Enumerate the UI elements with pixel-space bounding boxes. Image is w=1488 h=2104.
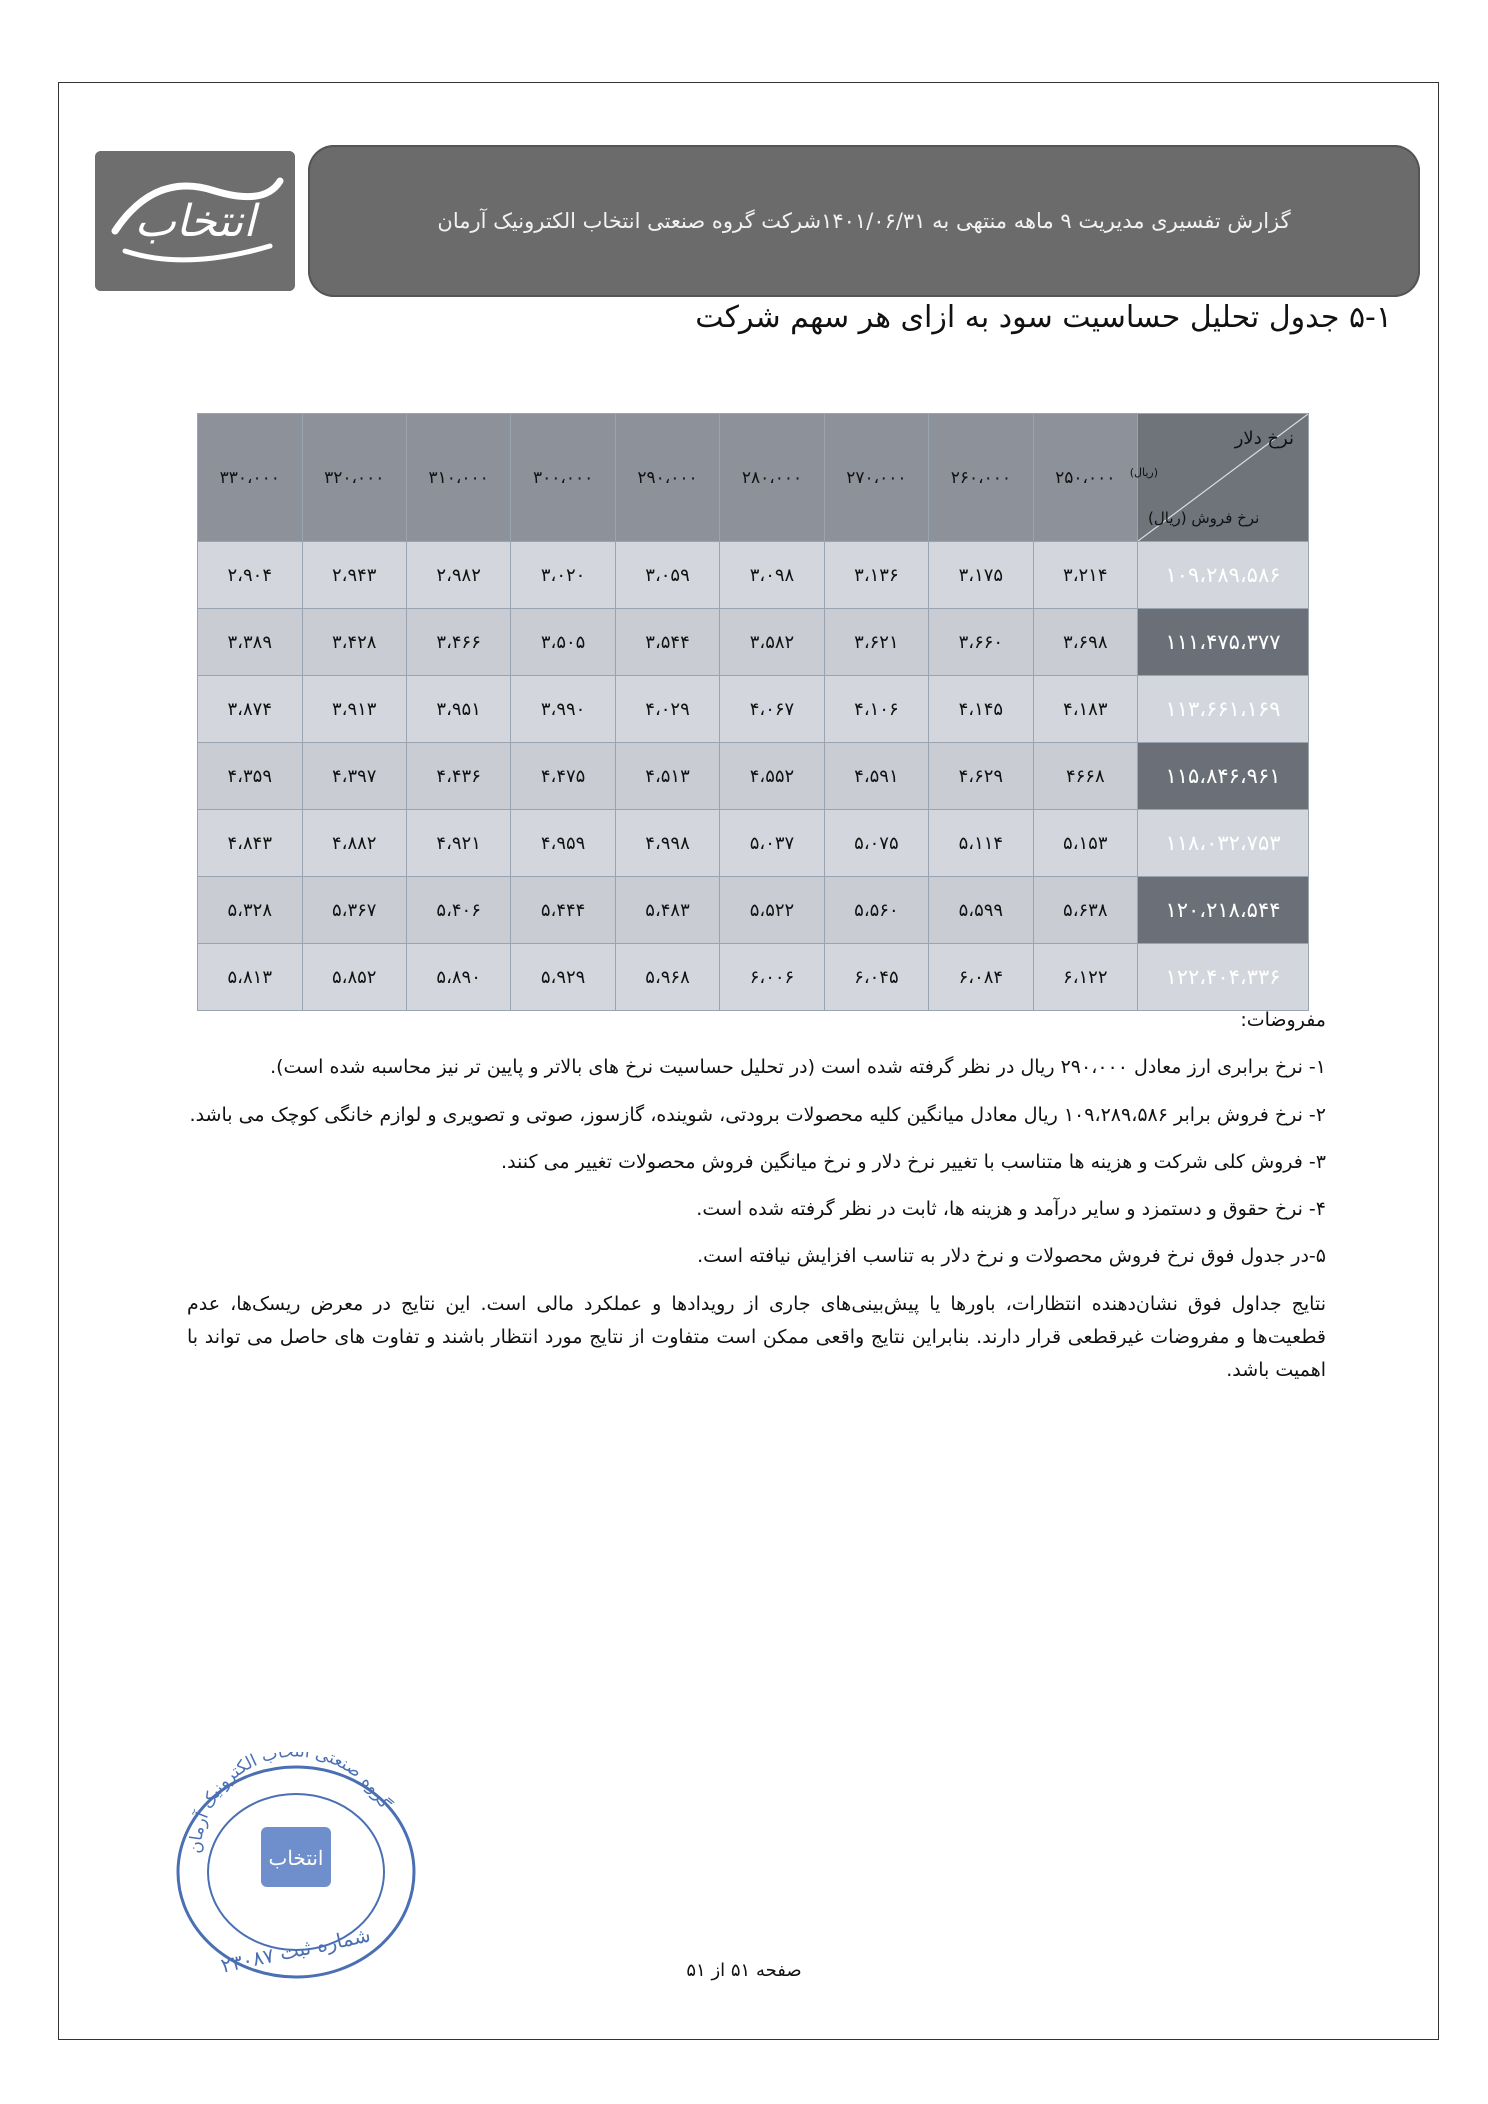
table-cell: ۶،۰۰۶: [720, 944, 824, 1011]
table-cell: ۳،۰۹۸: [720, 542, 824, 609]
company-stamp: [166, 1752, 426, 1982]
table-row: [198, 609, 1309, 676]
table-cell: ۵،۳۶۷: [302, 877, 406, 944]
table-cell: ۵،۱۵۳: [1033, 810, 1137, 877]
table-cell: ۴،۱۰۶: [824, 676, 928, 743]
table-cell: ۵،۶۳۸: [1033, 877, 1137, 944]
table-cell: ۳،۴۲۸: [302, 609, 406, 676]
disclaimer-paragraph: نتایج جداول فوق نشان‌دهنده انتظارات، باورها یا پیش‌بینی‌های جاری از رویدادها و عملکرد مالی است. این نتایج در معرض ریسک‌ها، عدم قطعیت‌ها و مفروضات غیرقطعی قرار دارند. بنابراین نتایج واقعی ممکن است متفاوت از نتایج مورد انتظار باشند و تفاوت های حاصل می تواند با اهمیت باشد.: [187, 1292, 1326, 1381]
svg-text:انتخاب: انتخاب: [134, 196, 256, 247]
assumptions-section: [187, 1004, 1326, 1401]
table-row: [198, 944, 1309, 1011]
table-cell: ۴،۱۴۵: [929, 676, 1033, 743]
table-cell: ۳،۹۵۱: [406, 676, 510, 743]
table-cell: ۳،۲۱۴: [1033, 542, 1137, 609]
table-cell: ۴،۶۲۹: [929, 743, 1033, 810]
table-cell: ۵،۴۸۳: [615, 877, 719, 944]
table-cell: ۴۶۶۸: [1033, 743, 1137, 810]
table-cell: ۴،۹۵۹: [511, 810, 615, 877]
table-cell: ۴،۳۹۷: [302, 743, 406, 810]
table-cell: ۴،۴۷۵: [511, 743, 615, 810]
svg-text:گروه صنعتی انتخاب الکترونیک آر: گروه صنعتی ا اب الکترونیک آرمان: [185, 1752, 395, 1854]
column-header: ۳۳۰،۰۰۰: [198, 414, 303, 542]
table-cell: ۳،۳۸۹: [198, 609, 303, 676]
table-cell: ۶،۰۸۴: [929, 944, 1033, 1011]
table-cell: ۴،۱۸۳: [1033, 676, 1137, 743]
table-cell: ۲،۹۴۳: [302, 542, 406, 609]
table-cell: ۴،۸۸۲: [302, 810, 406, 877]
table-corner-cell: [1129, 414, 1309, 542]
table-cell: ۵،۴۴۴: [511, 877, 615, 944]
header-title: گزارش تفسیری مدیریت ۹ ماهه منتهی به ۱۴۰۱/۰۶/۳۱شرکت گروه صنعتی انتخاب الکترونیک آرمان: [437, 209, 1291, 233]
column-header: ۲۶۰،۰۰۰: [929, 414, 1033, 542]
table-cell: ۵،۹۶۸: [615, 944, 719, 1011]
table-cell: ۴،۵۹۱: [824, 743, 928, 810]
assumption-item: ۳- فروش کلی شرکت و هزینه ها متناسب با تغییر نرخ دلار و نرخ میانگین فروش محصولات تغییر می کنند.: [501, 1150, 1326, 1173]
table-cell: ۴،۹۲۱: [406, 810, 510, 877]
assumption-item: ۱- نرخ برابری ارز معادل ۲۹۰،۰۰۰ ریال در نظر گرفته شده است (در تحلیل حساسیت نرخ های بالاتر و پایین تر نیز محاسبه شده است).: [270, 1056, 1326, 1079]
table-cell: ۵،۹۲۹: [511, 944, 615, 1011]
table-cell: ۵،۵۲۲: [720, 877, 824, 944]
table-cell: ۲،۹۰۴: [198, 542, 303, 609]
row-header-sales-rate: ۱۱۱،۴۷۵،۳۷۷: [1138, 609, 1309, 676]
column-header: ۲۹۰،۰۰۰: [615, 414, 719, 542]
row-header-sales-rate: ۱۰۹،۲۸۹،۵۸۶: [1138, 542, 1309, 609]
table-cell: ۳،۶۲۱: [824, 609, 928, 676]
table-cell: ۳،۱۷۵: [929, 542, 1033, 609]
table-row: [198, 542, 1309, 609]
page-number: صفحه ۵۱ از ۵۱: [686, 1960, 802, 1981]
column-header: ۳۲۰،۰۰۰: [302, 414, 406, 542]
table-cell: ۶،۰۴۵: [824, 944, 928, 1011]
stamp-icon: [166, 1752, 426, 1982]
table-header-row: [198, 414, 1309, 542]
corner-unit-label: (ریال): [1129, 466, 1158, 479]
table-cell: ۴،۴۳۶: [406, 743, 510, 810]
table-cell: ۴،۹۹۸: [615, 810, 719, 877]
table-cell: ۴،۵۵۲: [720, 743, 824, 810]
assumptions-title: مفروضات:: [1240, 1009, 1326, 1031]
table-cell: ۵،۰۷۵: [824, 810, 928, 877]
assumption-item: ۵-در جدول فوق نرخ فروش محصولات و نرخ دلار به تناسب افزایش نیافته است.: [697, 1245, 1326, 1268]
column-header: ۲۵۰،۰۰۰: [1033, 414, 1137, 542]
corner-sales-label: نرخ فروش (ریال): [1148, 509, 1260, 527]
assumption-item: ۴- نرخ حقوق و دستمزد و سایر درآمد و هزینه ها، ثابت در نظر گرفته شده است.: [696, 1198, 1326, 1220]
table-cell: ۴،۳۵۹: [198, 743, 303, 810]
table-cell: ۳،۴۶۶: [406, 609, 510, 676]
table-cell: ۳،۰۵۹: [615, 542, 719, 609]
row-header-sales-rate: ۱۱۵،۸۴۶،۹۶۱: [1138, 743, 1309, 810]
table-cell: ۵،۸۱۳: [198, 944, 303, 1011]
table-cell: ۳،۱۳۶: [824, 542, 928, 609]
column-header: ۲۷۰،۰۰۰: [824, 414, 928, 542]
row-header-sales-rate: ۱۱۳،۶۶۱،۱۶۹: [1138, 676, 1309, 743]
header-banner: [308, 145, 1420, 297]
table-cell: ۳،۰۲۰: [511, 542, 615, 609]
table-row: [198, 676, 1309, 743]
table-cell: ۳،۶۹۸: [1033, 609, 1137, 676]
table-cell: ۳،۸۷۴: [198, 676, 303, 743]
row-header-sales-rate: ۱۱۸،۰۳۲،۷۵۳: [1138, 810, 1309, 877]
logo-icon: [95, 151, 295, 291]
row-header-sales-rate: ۱۲۰،۲۱۸،۵۴۴: [1138, 877, 1309, 944]
table-cell: ۵،۰۳۷: [720, 810, 824, 877]
table-cell: ۴،۰۶۷: [720, 676, 824, 743]
table-cell: ۳،۹۹۰: [511, 676, 615, 743]
table-cell: ۵،۳۲۸: [198, 877, 303, 944]
svg-text:شماره ثبت ۲۳۰۸۷: شماره ثبت ۲۳۰۸۷: [218, 1922, 373, 1978]
table-cell: ۵،۸۵۲: [302, 944, 406, 1011]
row-header-sales-rate: ۱۲۲،۴۰۴،۳۳۶: [1138, 944, 1309, 1011]
table-cell: ۵،۵۶۰: [824, 877, 928, 944]
table-row: [198, 810, 1309, 877]
column-header: ۳۰۰،۰۰۰: [511, 414, 615, 542]
corner-dollar-label: نرخ دلار: [1234, 428, 1294, 449]
table-cell: ۴،۵۱۳: [615, 743, 719, 810]
table-cell: ۵،۴۰۶: [406, 877, 510, 944]
assumption-item: ۲- نرخ فروش برابر ۱۰۹،۲۸۹،۵۸۶ ریال معادل میانگین کلیه محصولات برودتی، شوینده، گازسوز، صوتی و تصویری و لوازم خانگی کوچک می باشد.: [189, 1103, 1326, 1126]
column-header: ۳۱۰،۰۰۰: [406, 414, 510, 542]
table-cell: ۳،۹۱۳: [302, 676, 406, 743]
table-cell: ۶،۱۲۲: [1033, 944, 1137, 1011]
column-header: ۲۸۰،۰۰۰: [720, 414, 824, 542]
table-cell: ۲،۹۸۲: [406, 542, 510, 609]
table-cell: ۳،۵۰۵: [511, 609, 615, 676]
table-cell: ۳،۶۶۰: [929, 609, 1033, 676]
table-cell: ۵،۵۹۹: [929, 877, 1033, 944]
table-cell: ۳،۵۸۲: [720, 609, 824, 676]
table-cell: ۴،۸۴۳: [198, 810, 303, 877]
table-cell: ۴،۰۲۹: [615, 676, 719, 743]
table-body: [198, 542, 1309, 1011]
table-row: [198, 877, 1309, 944]
table-cell: ۳،۵۴۴: [615, 609, 719, 676]
section-title: ۵-۱ جدول تحلیل حساسیت سود به ازای هر سهم شرکت: [695, 300, 1392, 335]
sensitivity-table: [197, 413, 1309, 1011]
svg-text:انتخاب: انتخاب: [268, 1846, 324, 1870]
table-row: [198, 743, 1309, 810]
company-logo: [95, 151, 295, 291]
table-cell: ۵،۱۱۴: [929, 810, 1033, 877]
table-cell: ۵،۸۹۰: [406, 944, 510, 1011]
